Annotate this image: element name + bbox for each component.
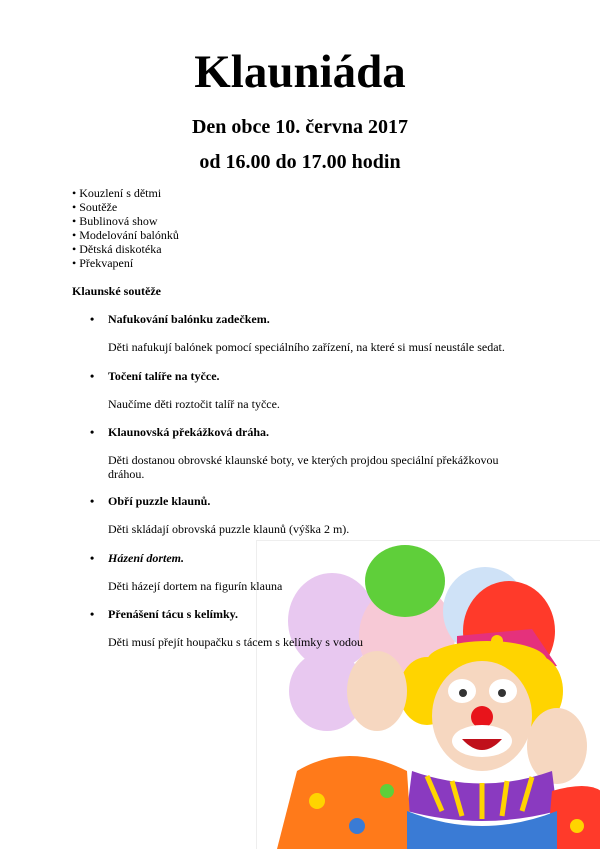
contest-title: Točení talíře na tyčce. [108,369,220,383]
bullet-dot: • [90,312,95,326]
contest-description: Děti musí přejít houpačku s tácem s kelímky s vodou [108,635,363,649]
bullet-dot: • [90,369,95,383]
contest-description: Děti dostanou obrovské klaunské boty, ve kterých projdou speciální překážkovou dráhou. [108,453,499,481]
event-date: Den obce 10. června 2017 [191,116,409,138]
program-item: • Bublinová show [72,214,158,228]
bullet-dot: • [90,425,95,439]
contest-description: Děti házejí dortem na figurín klauna [108,579,283,593]
contest-title: Nafukování balónku zadečkem. [108,312,270,326]
clown-nose [471,706,493,728]
contest-description: Naučíme děti roztočit talíř na tyčce. [108,397,280,411]
program-list [72,186,179,270]
program-item: • Překvapení [72,256,134,270]
program-item: • Soutěže [72,200,118,214]
page-title: Klauniáda [194,46,406,98]
contest-description: Děti skládají obrovská puzzle klaunů (výška 2 m). [108,522,350,536]
program-item: • Kouzlení s dětmi [72,186,162,200]
contest-description: Děti nafukují balónek pomocí speciálního zařízení, na které si musí neustále sedat. [108,340,505,354]
contest-title: Házení dortem. [108,551,185,565]
bullet-dot: • [90,607,95,621]
contest-title: Obří puzzle klaunů. [108,494,211,508]
bullet-dot: • [90,551,95,565]
program-item: • Dětská diskotéka [72,242,162,256]
contest-title: Klaunovská překážková dráha. [108,425,270,439]
contest-title: Přenášení tácu s kelímky. [108,607,239,621]
bullet-dot: • [90,494,95,508]
event-time: od 16.00 do 17.00 hodin [199,151,401,173]
program-item: • Modelování balónků [72,228,179,242]
contests-heading: Klaunské soutěže [72,284,162,298]
